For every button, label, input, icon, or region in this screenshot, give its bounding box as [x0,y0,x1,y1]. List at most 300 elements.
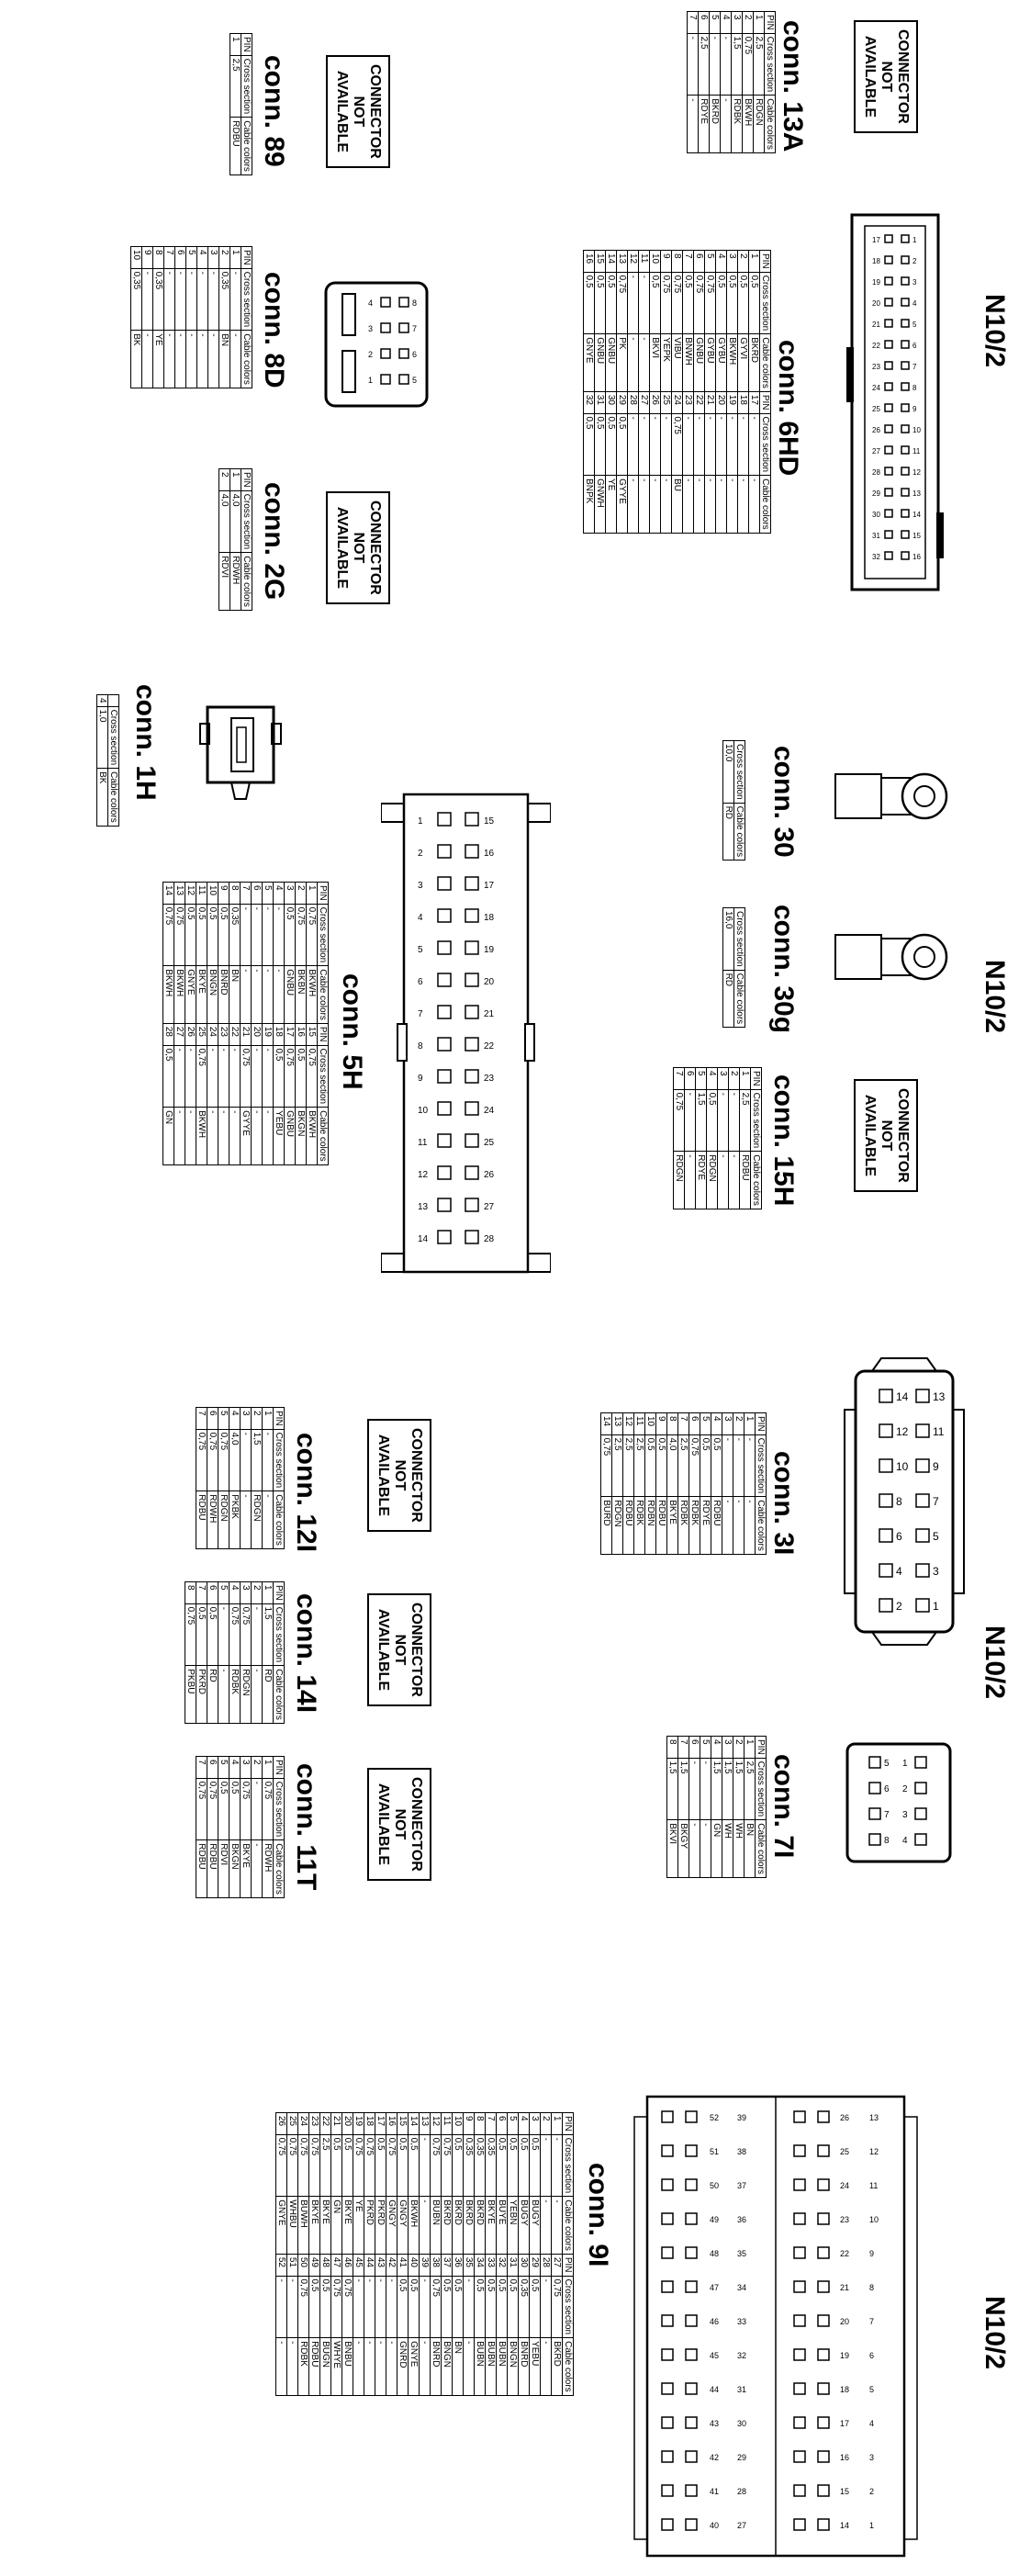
table-cell: 2,5 [230,55,241,118]
pin-square [662,2315,673,2326]
pin-number: 27 [872,447,880,456]
table-cell: 1,5 [252,1429,263,1491]
table-cell: - [375,2276,386,2338]
pin-square [879,1494,892,1507]
table-cell: - [722,1434,733,1497]
conn-30g-table [722,907,745,1028]
table-cell: BNRD [519,2338,530,2396]
table-cell: BN [219,331,230,388]
table-row [174,883,185,1165]
pin-square [794,2247,805,2258]
table-row [219,247,230,388]
table-cell: RDGN [241,1666,252,1724]
table-cell: - [716,413,727,476]
pin-square [818,2247,829,2258]
table-row [732,12,743,153]
table-row [475,2113,486,2396]
table-cell: - [420,2338,431,2396]
table-row [230,1582,241,1724]
table-row [745,1413,756,1555]
pin-number: 3 [418,881,423,891]
table-row [723,908,734,1028]
table-cell: - [639,476,650,534]
pin-square [438,1006,451,1018]
pin-square [438,941,451,954]
pin-number: 32 [872,553,880,561]
conn-5h-drawing [381,776,551,1290]
table-row [309,2113,320,2396]
table-cell: GNBU [285,966,296,1024]
table-row [749,251,760,534]
table-cell: - [230,1045,241,1108]
table-header [274,1757,285,1898]
table-row [296,883,307,1165]
not-available-box-89: CONNECTOR NOT AVAILABLE [326,55,390,168]
pin-square [381,349,390,358]
table-cell: RDGN [754,96,765,153]
cross-section-header: Cross section [241,268,252,331]
table-row [754,12,765,153]
table-cell: - [197,268,208,331]
table-cell: 5 [705,251,716,273]
table-cell: 4,0 [230,490,241,553]
table-cell: BKGN [230,1840,241,1898]
table-cell: 8 [230,883,241,905]
table-row [667,1737,678,1878]
conn-7i-title: conn. 7I [768,1754,799,1859]
table-cell: RDYE [696,1152,707,1209]
table-row [207,1408,218,1549]
table-cell: BKWH [409,2197,420,2255]
table-cell: 0,5 [700,1434,711,1497]
table-row [164,247,175,388]
pin-number: 6 [869,2351,875,2360]
table-row [375,2113,386,2396]
table-cell: 19 [353,2113,364,2135]
table-row [634,1413,645,1555]
pin-square [885,467,892,475]
table-cell: 28 [541,2254,552,2276]
table-cell: 23 [309,2113,320,2135]
pin-number: 6 [896,1530,902,1543]
pin-square [818,2315,829,2326]
table-cell: 0,75 [241,1778,252,1840]
pin-square [438,845,451,858]
table-cell: 0,5 [207,1603,218,1666]
table-cell: - [639,272,650,334]
table-cell: 0,5 [606,272,617,334]
cable-colors-header: Cable colors [760,476,771,534]
pin-header: PIN [318,883,329,905]
table-cell: YEPK [661,334,672,392]
table-cell: 6 [207,1582,218,1604]
cross-section-header: Cross section [756,1758,767,1820]
table-cell: 6 [694,251,705,273]
table-cell: 2 [219,469,230,491]
table-cell: 37 [442,2254,453,2276]
table-cell: 2,5 [740,1089,751,1152]
table-cell: 25 [661,391,672,413]
table-cell: 1 [230,247,241,269]
table-row [218,883,230,1165]
table-cell: 8 [667,1737,678,1759]
table-cell: GNYE [276,2197,287,2255]
table-cell: - [705,476,716,534]
table-cell: 0,75 [552,2276,563,2338]
pin-number: 43 [710,2419,720,2428]
table-cell: 2 [738,251,749,273]
table-row [727,251,738,534]
table-cell: 40 [409,2254,420,2276]
table-row [711,1413,722,1555]
pin-number: 26 [484,1170,495,1180]
table-row [743,12,754,153]
table-cell: 4 [274,883,285,905]
pin-square [662,2247,673,2258]
pin-number: 40 [710,2521,720,2530]
pin-number: 22 [840,2249,850,2258]
table-cell: 29 [617,391,628,413]
table-cell: 0,75 [307,904,318,966]
n10-label-2: N10/2 [980,960,1010,1034]
table-row [287,2113,298,2396]
table-cell: 0,75 [196,1429,207,1491]
table-cell: - [721,96,732,153]
pin-number: 38 [737,2147,747,2156]
table-row [733,1737,745,1878]
table-cell: BUGY [530,2197,541,2255]
pin-number: 28 [872,468,880,477]
table-cell: BKWH [727,334,738,392]
pin-number: 31 [737,2385,747,2394]
table-cell: 0,5 [475,2276,486,2338]
table-cell: 0,5 [645,1434,656,1497]
pin-number: 4 [896,1565,902,1578]
table-row [175,247,186,388]
pin-square [901,510,909,517]
table-row [207,1757,218,1898]
table-cell: 1,5 [733,1758,745,1820]
table-cell: 0,75 [174,904,185,966]
pin-number: 6 [418,977,423,987]
cross-section-header: Cross section [734,741,745,804]
not-available-box-2g: CONNECTOR NOT AVAILABLE [326,491,390,604]
pin-square [901,383,909,390]
table-cell: 4 [519,2113,530,2135]
table-cell: 16 [386,2113,397,2135]
pin-square [381,323,390,332]
table-cell: 12 [185,883,196,905]
pin-number: 7 [884,1810,890,1820]
pin-number: 22 [872,342,880,350]
table-row [689,1413,700,1555]
table-cell: 0,5 [296,1045,307,1108]
pin-square [465,973,478,986]
table-cell: - [164,268,175,331]
table-row [541,2113,552,2396]
table-cell: 7 [196,1582,207,1604]
not-available-box-13a: CONNECTOR NOT AVAILABLE [854,20,918,133]
table-cell: - [263,904,274,966]
table-cell: - [186,331,197,388]
table-cell: 28 [163,1023,174,1045]
table-cell: 5 [218,1408,230,1430]
table-cell: - [252,904,263,966]
pin-square [438,1231,451,1243]
table-cell: BKRD [464,2197,475,2255]
pin-number: 8 [869,2283,875,2292]
table-cell: BUBN [475,2338,486,2396]
conn-6hd-drawing [845,209,946,595]
pin-number: 4 [912,299,917,308]
table-row [700,1737,711,1878]
pin-square [399,323,409,332]
table-cell: 10 [131,247,142,269]
pin-number: 50 [710,2181,720,2190]
table-cell: PKBK [230,1491,241,1549]
table-cell: 2 [252,1408,263,1430]
table-header [108,695,119,827]
cross-section-header: Cross section [760,272,771,334]
table-cell: 0,75 [672,413,683,476]
pin-square [465,1198,478,1211]
pin-number: 7 [869,2317,875,2326]
table-cell: 0,5 [409,2276,420,2338]
table-cell: 0,5 [453,2276,464,2338]
pin-number: 48 [710,2249,720,2258]
table-cell: 4 [197,247,208,269]
pin-number: 18 [840,2385,850,2394]
table-cell: GN [163,1108,174,1165]
table-cell: BKRD [749,334,760,392]
table-cell: 5 [710,12,721,34]
table-cell: GYBU [716,334,727,392]
pin-number: 4 [902,1836,908,1846]
table-header [241,34,252,175]
table-cell: 7 [674,1068,685,1090]
pin-square [869,1783,880,1794]
table-cell: - [541,2338,552,2396]
table-row [196,1582,207,1724]
table-cell: GNWH [595,476,606,534]
pin-square [686,2485,697,2496]
pin-number: 10 [418,1106,429,1116]
pin-number: 2 [368,350,374,359]
cable-colors-header: Cable colors [756,1497,767,1555]
table-cell: 2 [252,1757,263,1779]
table-cell: 26 [185,1023,196,1045]
table-cell: 19 [263,1023,274,1045]
table-cell: 0,75 [196,1045,207,1108]
table-cell: 0,35 [131,268,142,331]
table-row [661,251,672,534]
conn-14i-title: conn. 14I [291,1593,321,1714]
table-cell: RD [723,970,734,1028]
table-header [241,469,252,611]
table-row [700,1413,711,1555]
pin-square [916,1459,929,1472]
table-cell: 0,5 [442,2276,453,2338]
pin-square [916,1389,929,1402]
table-row [276,2113,287,2396]
conn-89-title: conn. 89 [259,55,289,167]
table-cell: 0,75 [163,904,174,966]
pin-number: 21 [484,1009,495,1019]
table-cell: 24 [207,1023,218,1045]
table-cell: GNBU [595,334,606,392]
table-row [696,1068,707,1209]
table-cell: 1 [263,1757,274,1779]
table-row [639,251,650,534]
pin-number: 11 [418,1138,428,1148]
table-cell: 0,5 [163,1045,174,1108]
table-cell: RDYE [699,96,710,153]
table-cell: BKYE [667,1497,678,1555]
pin-header: PIN [756,1413,767,1435]
pin-number: 19 [484,945,495,955]
pin-number: 14 [912,511,921,519]
conn-30-table [722,740,745,861]
table-row [285,883,296,1165]
table-cell: 2 [252,1582,263,1604]
pin-square [818,2179,829,2190]
pin-square [916,1599,929,1612]
cable-colors-header: Cable colors [241,553,252,611]
pin-number: 14 [418,1234,429,1244]
pin-number: 8 [884,1836,890,1846]
table-row [612,1413,623,1555]
table-cell: GYYE [241,1108,252,1165]
pin-header: PIN [751,1068,762,1090]
conn-89-table [230,33,252,175]
table-cell: 0,5 [409,2134,420,2197]
pin-number: 10 [896,1460,909,1473]
pin-number: 16 [484,849,495,859]
pin-square [885,256,892,264]
table-cell: 6 [207,1408,218,1430]
table-row [453,2113,464,2396]
table-cell: BURD [601,1497,612,1555]
table-cell: 29 [530,2254,541,2276]
pin-square [901,256,909,264]
table-cell: 3 [722,1737,733,1759]
pin-square [438,1198,451,1211]
table-cell: 0,75 [285,1045,296,1108]
table-cell: - [552,2134,563,2197]
table-row [196,1408,207,1549]
pin-square [465,1038,478,1051]
table-cell: BKWH [196,1108,207,1165]
table-cell: - [685,1152,696,1209]
pin-square [438,973,451,986]
pin-number: 13 [933,1390,946,1403]
pin-number: 44 [710,2385,720,2394]
table-cell: BKVI [667,1820,678,1878]
conn-14i-table [185,1581,285,1724]
pin-number: 20 [484,977,495,987]
table-cell: 8 [667,1413,678,1435]
pin-number: 1 [368,376,374,385]
table-cell: 8 [475,2113,486,2135]
table-cell: - [241,966,252,1024]
pin-square [915,1783,926,1794]
table-cell: 27 [552,2254,563,2276]
table-cell: 0,5 [218,904,230,966]
table-cell: 0,35 [475,2134,486,2197]
pin-number: 15 [912,532,921,540]
pin-number: 16 [912,553,921,561]
pin-square [879,1389,892,1402]
table-row [729,1068,740,1209]
pin-square [438,1102,451,1115]
table-cell: - [628,334,639,392]
pin-square [686,2145,697,2156]
table-cell: 0,75 [241,1603,252,1666]
table-cell: RDWH [207,1491,218,1549]
table-row [688,12,699,153]
table-cell: BK [131,331,142,388]
table-cell: GYYE [617,476,628,534]
table-cell: 0,5 [320,2276,331,2338]
table-row [230,34,241,175]
cable-colors-header: Cable colors [108,769,119,827]
table-cell: 0,75 [342,2276,353,2338]
table-cell: 6 [689,1413,700,1435]
table-row [196,1757,207,1898]
table-row [218,1582,230,1724]
conn-2g-title: conn. 2G [259,482,289,601]
pin-square [901,235,909,242]
table-cell: RDBU [623,1497,634,1555]
table-cell: 9 [218,883,230,905]
pin-number: 27 [484,1202,495,1212]
table-row [738,251,749,534]
table-cell: 0,35 [464,2134,475,2197]
table-cell: 4 [711,1737,722,1759]
table-cell: WH [722,1820,733,1878]
pin-square [794,2485,805,2496]
table-cell: 0,75 [207,1429,218,1491]
pin-square [901,298,909,306]
pin-number: 18 [484,913,495,923]
table-cell: 0,75 [309,2134,320,2197]
pin-number: 13 [912,489,921,498]
table-cell: 0,5 [595,272,606,334]
pin-square [885,446,892,454]
pin-square [662,2213,673,2224]
pin-square [465,1006,478,1018]
table-cell: - [639,413,650,476]
table-cell: - [689,1820,700,1878]
conn-3i-title: conn. 3I [768,1451,799,1556]
table-cell: - [721,33,732,96]
table-row [519,2113,530,2396]
table-cell: BNBU [342,2338,353,2396]
table-cell: 1,5 [732,33,743,96]
pin-square [901,320,909,327]
pin-square [915,1808,926,1819]
pin-number: 1 [933,1600,939,1613]
conn-12i-table [196,1407,285,1549]
table-cell: 7 [683,251,694,273]
pin-number: 46 [710,2317,720,2326]
pin-number: 7 [418,1009,423,1019]
table-cell: - [175,268,186,331]
pin-square [879,1564,892,1577]
table-cell: 8 [153,247,164,269]
table-cell: 0,5 [519,2134,530,2197]
table-cell: GNBU [285,1108,296,1165]
